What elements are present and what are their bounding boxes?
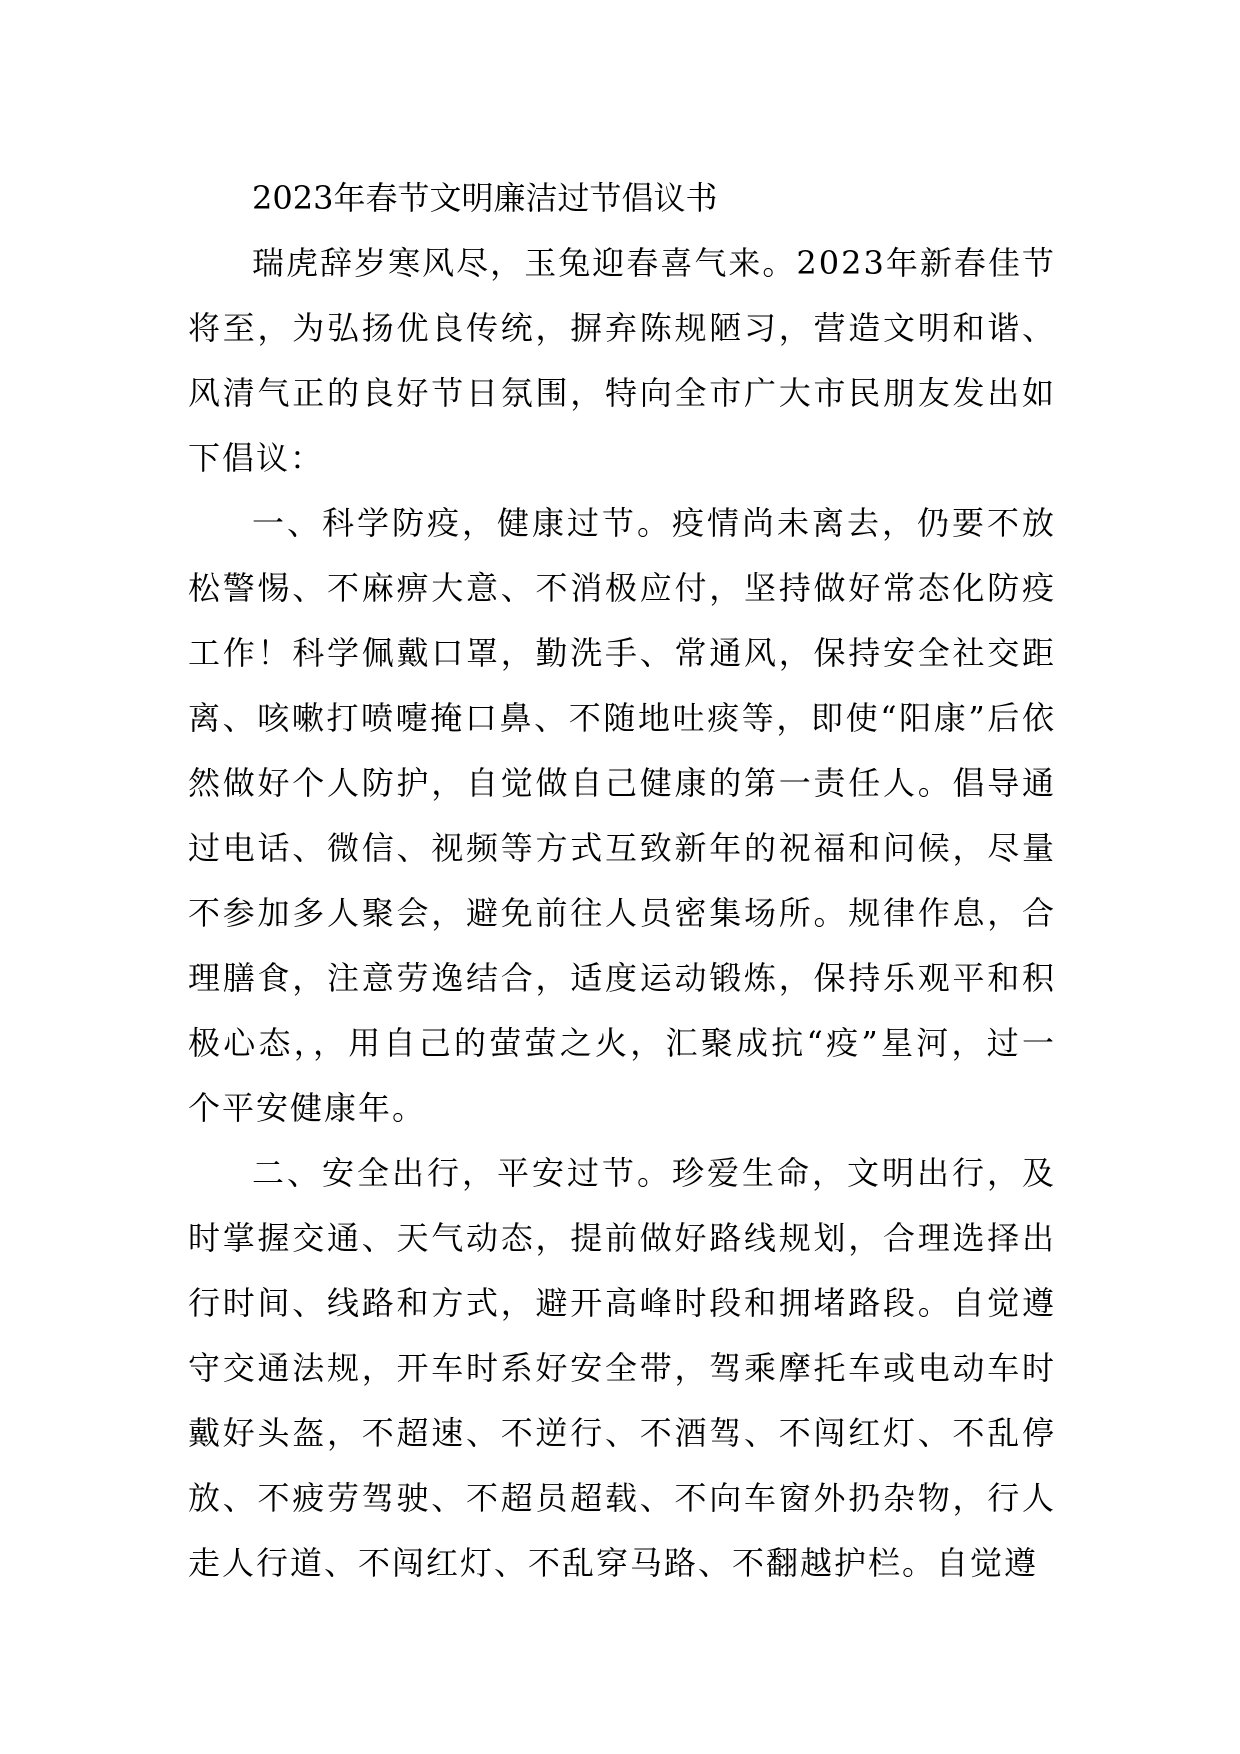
paragraph-section-1: 一、科学防疫，健康过节。疫情尚未离去，仍要不放松警惕、不麻痹大意、不消极应付，坚持做好常态化防疫工作！科学佩戴口罩，勤洗手、常通风，保持安全社交距离、咳嗽打喷嚏掩口鼻、不随地吐痰等，即使“阳康”后依然做好个人防护，自觉做自己健康的第一责任人。倡导通过电话、微信、视频等方式互致新年的祝福和问候，尽量不参加多人聚会，避免前往人员密集场所。规律作息，合理膳食，注意劳逸结合，适度运动锻炼，保持乐观平和积极心态，，用自己的萤萤之火，汇聚成抗“疫”星河，过一个平安健康年。 [188, 504, 1056, 1127]
paragraph-intro: 瑞虎辞岁寒风尽，玉兔迎春喜气来。2023年新春佳节将至，为弘扬优良传统，摒弃陈规陋习，营造文明和谐、风清气正的良好节日氛围，特向全市广大市民朋友发出如下倡议： [188, 244, 1056, 477]
document-title: 2023年春节文明廉洁过节倡议书 [252, 179, 718, 217]
document-body [188, 166, 1056, 1596]
paragraph-section-2: 二、安全出行，平安过节。珍爱生命，文明出行，及时掌握交通、天气动态，提前做好路线规划，合理选择出行时间、线路和方式，避开高峰时段和拥堵路段。自觉遵守交通法规，开车时系好安全带，驾乘摩托车或电动车时戴好头盔，不超速、不逆行、不酒驾、不闯红灯、不乱停放、不疲劳驾驶、不超员超载、不向车窗外扔杂物，行人走人行道、不闯红灯、不乱穿马路、不翻越护栏。自觉遵 [188, 1154, 1056, 1582]
